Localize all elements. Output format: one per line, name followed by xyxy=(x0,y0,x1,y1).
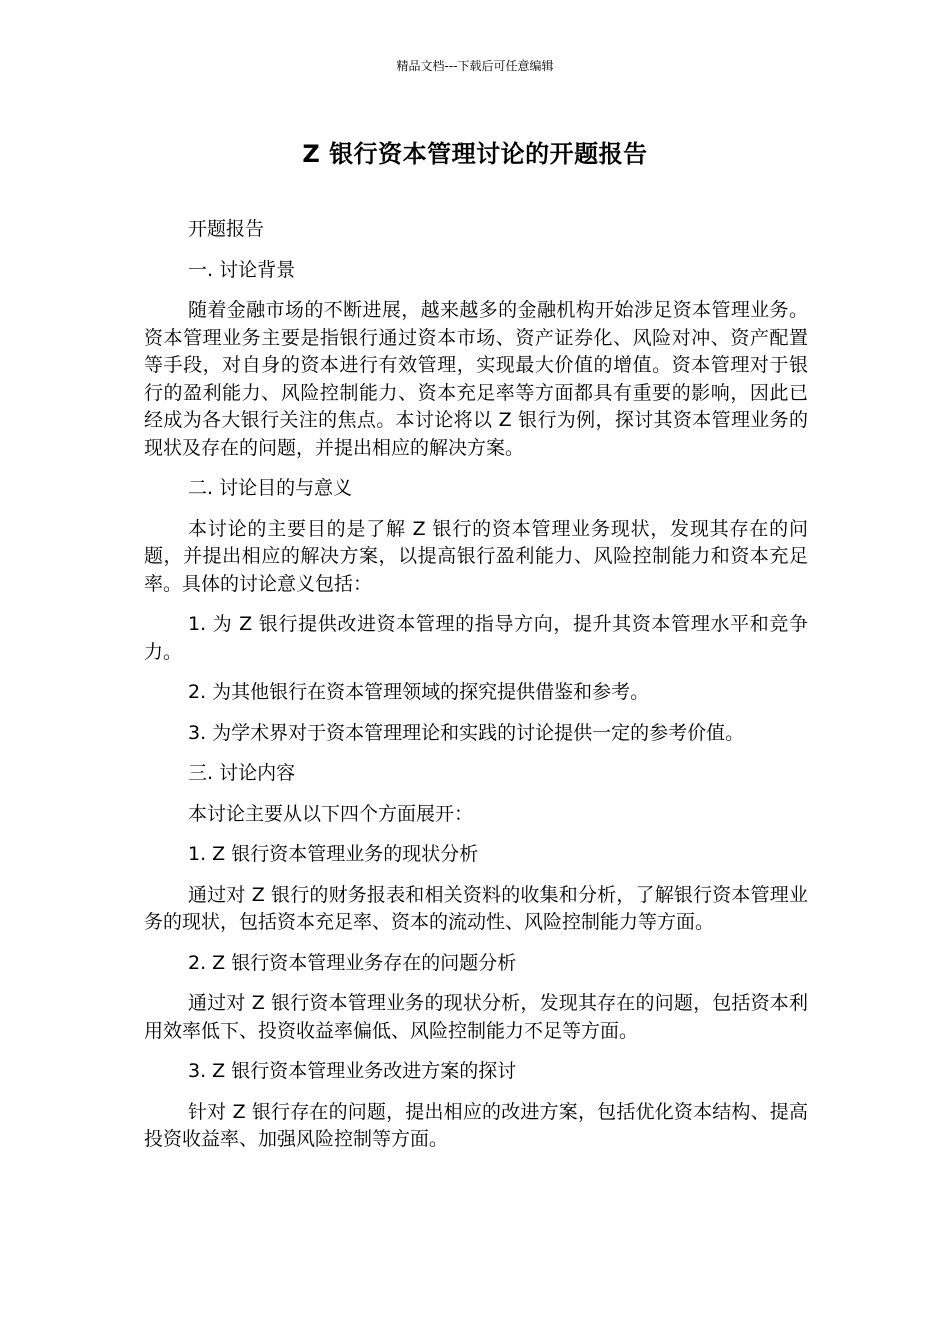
list-item-significance-2: 2. 为其他银行在资本管理领域的探究提供借鉴和参考。 xyxy=(188,681,650,703)
list-item-significance-3: 3. 为学术界对于资本管理理论和实践的讨论提供一定的参考价值。 xyxy=(188,721,745,744)
section-heading-content: 三. 讨论内容 xyxy=(188,762,296,784)
subheading-problem-analysis: 2. Z 银行资本管理业务存在的问题分析 xyxy=(188,951,517,974)
list-item-significance-1: 1. 为 Z 银行提供改进资本管理的指导方向，提升其资本管理水平和竞争力。 xyxy=(144,613,808,663)
document-title: Z 银行资本管理讨论的开题报告 xyxy=(302,140,648,168)
section-heading-purpose: 二. 讨论目的与意义 xyxy=(188,477,353,499)
paragraph-content-intro: 本讨论主要从以下四个方面展开： xyxy=(188,802,474,825)
header-note: 精品文档---下载后可任意编辑 xyxy=(396,59,554,73)
paragraph-problem-analysis: 通过对 Z 银行资本管理业务的现状分析，发现其存在的问题，包括资本利用效率低下、投资收益率偏低、风险控制能力不足等方面。 xyxy=(144,992,808,1042)
subheading-improvement-plan: 3. Z 银行资本管理业务改进方案的探讨 xyxy=(188,1060,517,1082)
heading-report: 开题报告 xyxy=(188,218,265,240)
paragraph-background: 随着金融市场的不断进展，越来越多的金融机构开始涉足资本管理业务。资本管理业务主要是指银行通过资本市场、资产证券化、风险对冲、资产配置等手段，对自身的资本进行有效管理，实现最大价值的增值。资本管理对于银行的盈利能力、风险控制能力、资本充足率等方面都具有重要的影响，因此已经成为各大银行关注的焦点。本讨论将以 Z 银行为例，探讨其资本管理业务的现状及存在的问题，并提出相应的解决方案。 xyxy=(144,299,808,459)
subheading-status-analysis: 1. Z 银行资本管理业务的现状分析 xyxy=(188,843,479,865)
paragraph-purpose: 本讨论的主要目的是了解 Z 银行的资本管理业务现状，发现其存在的问题，并提出相应的解决方案，以提高银行盈利能力、风险控制能力和资本充足率。具体的讨论意义包括： xyxy=(144,517,808,595)
paragraph-improvement-plan: 针对 Z 银行存在的问题，提出相应的改进方案，包括优化资本结构、提高投资收益率、加强风险控制等方面。 xyxy=(144,1100,808,1150)
document-body xyxy=(144,216,808,1167)
paragraph-status-analysis: 通过对 Z 银行的财务报表和相关资料的收集和分析，了解银行资本管理业务的现状，包括资本充足率、资本的流动性、风险控制能力等方面。 xyxy=(144,883,808,933)
section-heading-background: 一. 讨论背景 xyxy=(188,258,296,281)
